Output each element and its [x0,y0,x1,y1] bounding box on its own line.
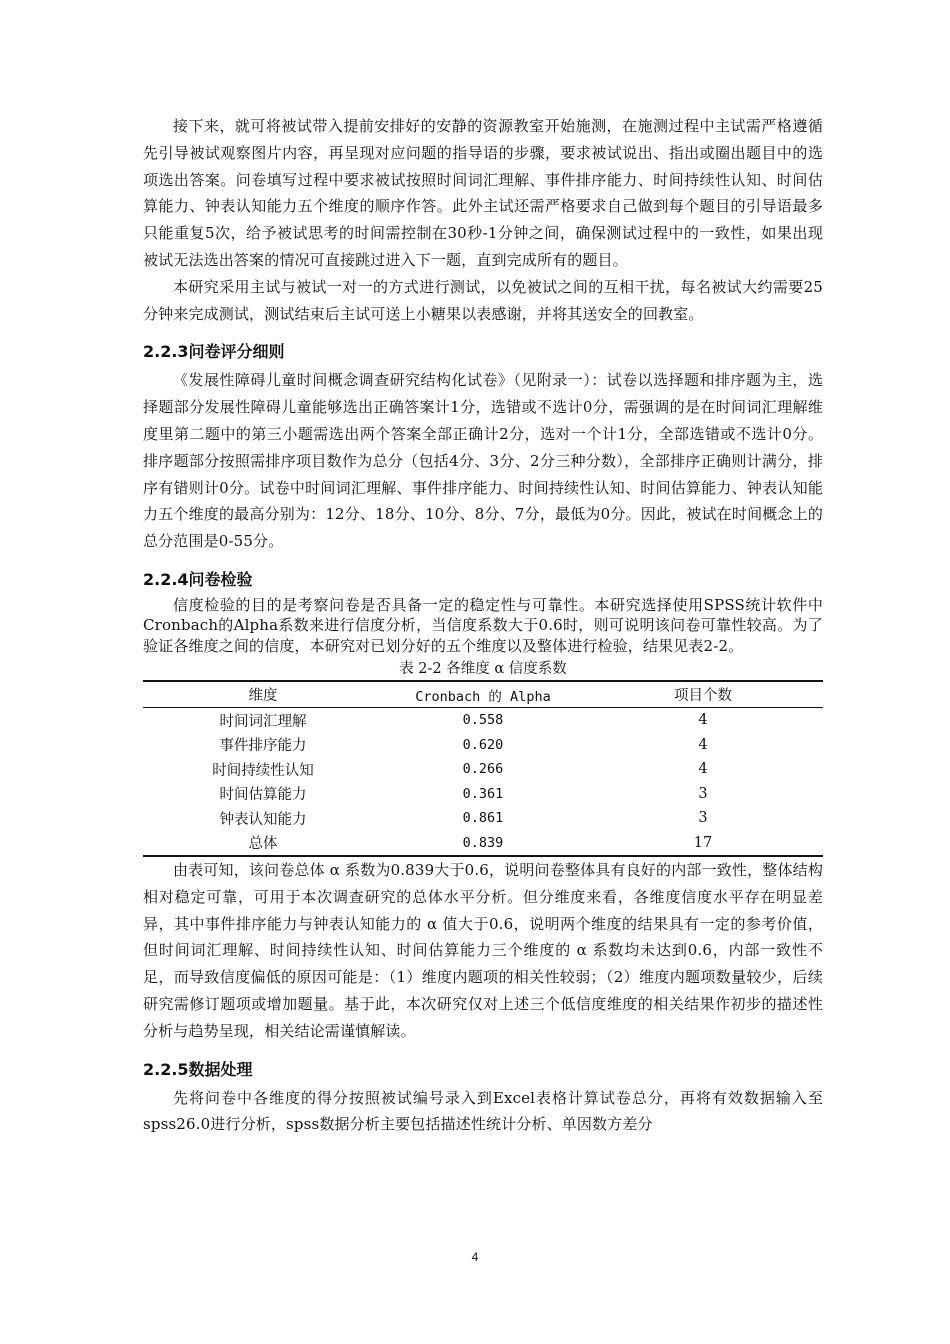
reliability-table [143,680,823,857]
table-header-alpha: Cronbach 的 Alpha [415,688,551,705]
table-cell-dimension: 时间词汇理解 [219,713,307,730]
table-header-dimension: 维度 [248,688,278,705]
paragraph-reliability-intro: 信度检验的目的是考察问卷是否具备一定的稳定性与可靠性。本研究选择使用SPSS统计软件中Cronbach的Alpha系数来进行信度分析，当信度系数大于0.6时，则可说明该问卷可靠性较高。为了验证各维度之间的信度，本研究对已划分好的五个维度以及整体进行检验，结果见表2-2。 [143,595,823,655]
paragraph-test-procedure: 接下来，就可将被试带入提前安排好的安静的资源教室开始施测，在施测过程中主试需严格遵循先引导被试观察图片内容，再呈现对应问题的指导语的步骤，要求被试说出、指出或圈出题目中的选项选出答案。问卷填写过程中要求被试按照时间词汇理解、事件排序能力、时间持续性认知、时间估算能力、钟表认知能力五个维度的顺序作答。此外主试还需严格要求自己做到每个题目的引导语最多只能重复5次，给予被试思考的时间需控制在30秒-1分钟之间，确保测试过程中的一致性，如果出现被试无法选出答案的情况可直接跳过进入下一题，直到完成所有的题目。 [143,117,823,269]
table-row [143,707,823,732]
table-cell-item-count: 4 [698,761,708,778]
table-cell-dimension: 时间估算能力 [219,787,307,804]
table-cell-alpha: 0.861 [462,810,504,827]
table-cell-alpha: 0.361 [462,785,504,802]
section-heading-validation: 2.2.4问卷检验 [143,569,253,589]
section-heading-data-processing: 2.2.5数据处理 [143,1059,253,1079]
paragraph-reliability-discussion: 由表可知，该问卷总体 α 系数为0.839大于0.6，说明问卷整体具有良好的内部一致性，整体结构相对稳定可靠，可用于本次调查研究的总体水平分析。但分维度来看，各维度信度水平存在明显差异，其中事件排序能力与钟表认知能力的 α 值大于0.6，说明两个维度的结果具有一定的参考价值，但时间词汇理解、时间持续性认知、时间估算能力三个维度的 α 系数均未达到0.6，内部一致性不足，而导致信度偏低的原因可能是：（1）维度内题项的相关性较弱；（2）维度内题项数量较少，后续研究需修订题项或增加题量。基于此，本次研究仅对上述三个低信度维度的相关结果作初步的描述性分析与趋势呈现，相关结论需谨慎解读。 [143,860,823,1040]
table-cell-dimension: 钟表认知能力 [219,811,307,828]
paragraph-data-processing: 先将问卷中各维度的得分按照被试编号录入到Excel表格计算试卷总分，再将有效数据输入至spss26.0进行分析，spss数据分析主要包括描述性统计分析、单因数方差分 [143,1088,823,1134]
table-cell-alpha: 0.266 [462,761,504,778]
table-cell-dimension: 时间持续性认知 [212,762,314,779]
table-header-item-count: 项目个数 [674,688,732,705]
table-row [143,781,823,806]
table-caption: 表 2-2 各维度 α 信度系数 [399,661,567,678]
table-cell-item-count: 3 [698,810,708,827]
table-cell-item-count: 3 [698,785,708,802]
table-header-row [143,681,823,707]
table-row [143,732,823,757]
table-cell-item-count: 4 [698,712,708,729]
document-page [143,113,823,1138]
table-cell-alpha: 0.620 [462,736,504,753]
table-row [143,806,823,831]
table-cell-alpha: 0.839 [462,834,504,851]
table-row [143,830,823,856]
table-row [143,757,823,782]
paragraph-test-method: 本研究采用主试与被试一对一的方式进行测试，以免被试之间的互相干扰，每名被试大约需要25分钟来完成测试，测试结束后主试可送上小糖果以表感谢，并将其送安全的回教室。 [143,277,823,323]
table-cell-item-count: 17 [693,834,713,851]
section-heading-scoring: 2.2.3问卷评分细则 [143,342,285,362]
paragraph-scoring: 《发展性障碍儿童时间概念调查研究结构化试卷》（见附录一）：试卷以选择题和排序题为主，选择题部分发展性障碍儿童能够选出正确答案计1分，选错或不选计0分，需强调的是在时间词汇理解维度里第二题中的第三小题需选出两个答案全部正确计2分，选对一个计1分，全部选错或不选计0分。排序题部分按照需排序项目数作为总分（包括4分、3分、2分三种分数），全部排序正确则计满分，排序有错则计0分。试卷中时间词汇理解、事件排序能力、时间持续性认知、时间估算能力、钟表认知能力五个维度的最高分别为：12分、18分、10分、8分、7分，最低为0分。因此，被试在时间概念上的总分范围是0-55分。 [143,371,823,551]
table-cell-item-count: 4 [698,736,708,753]
page-number: 4 [471,1250,479,1264]
table-cell-dimension: 总体 [248,836,278,853]
table-cell-alpha: 0.558 [462,712,504,729]
table-cell-dimension: 事件排序能力 [219,738,307,755]
